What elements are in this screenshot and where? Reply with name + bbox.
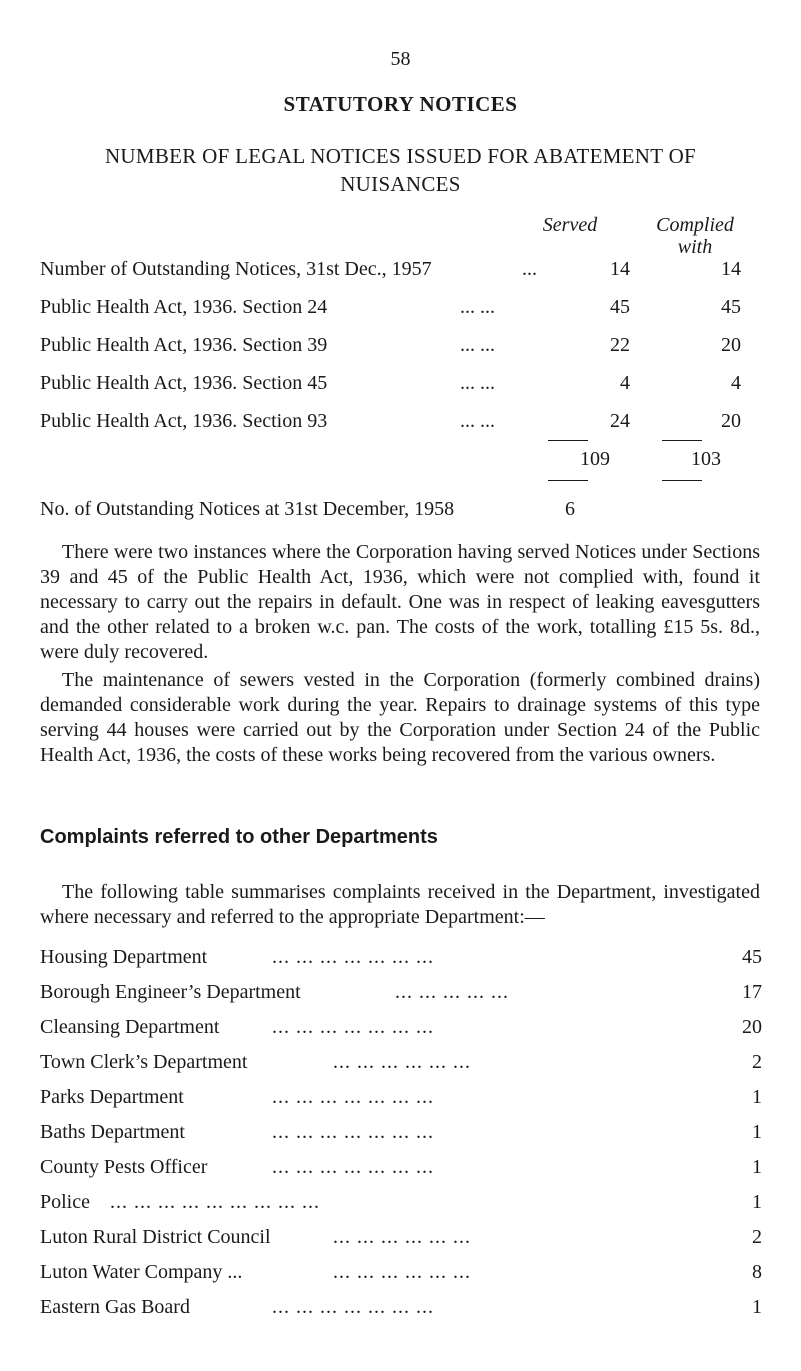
notice-row-label: Number of Outstanding Notices, 31st Dec., 1957	[40, 258, 432, 280]
notice-row-served: 4	[620, 372, 630, 394]
department-name: Borough Engineer’s Department	[40, 981, 301, 1003]
column-header-complied	[635, 214, 755, 258]
department-row	[40, 1261, 762, 1291]
department-count: 1	[752, 1296, 762, 1318]
department-leader: ... ... ... ... ...	[395, 981, 509, 1003]
department-leader: ... ... ... ... ... ... ...	[272, 946, 434, 968]
department-name: Luton Water Company ...	[40, 1261, 243, 1283]
outstanding-notices-value: 6	[565, 498, 575, 520]
column-header-complied-line-1: Complied	[656, 214, 734, 236]
department-leader: ... ... ... ... ... ...	[333, 1261, 471, 1283]
department-row	[40, 1156, 762, 1186]
paragraph-complaints-summary: The following table summarises complaints received in the Department, investigated where necessary and referred to the appropriate Department:—	[40, 881, 760, 928]
notice-row-complied: 45	[721, 296, 741, 318]
notice-row-leader: ... ...	[460, 296, 495, 318]
notice-row	[40, 258, 770, 286]
notice-row-label: Public Health Act, 1936. Section 93	[40, 410, 328, 432]
subtitle	[0, 142, 801, 198]
department-leader: ... ... ... ... ... ... ...	[272, 1121, 434, 1143]
department-row	[40, 1121, 762, 1151]
department-leader: ... ... ... ... ... ... ...	[272, 1016, 434, 1038]
department-count: 45	[742, 946, 762, 968]
subtotal-rule-complied	[662, 440, 702, 441]
department-count: 1	[752, 1121, 762, 1143]
notice-row-served: 22	[610, 334, 630, 356]
total-served: 109	[580, 448, 610, 470]
page-number: 58	[390, 48, 411, 70]
notice-row-complied: 20	[721, 410, 741, 432]
paragraph-sewer-maintenance: The maintenance of sewers vested in the Corporation (formerly combined drains) demanded considerable work during the year. Repairs to drainage systems of this type serving 44 houses were carried out by the Corporation under Section 24 of the Public Health Act, 1936, the costs of these works being recovered from the various owners.	[40, 669, 760, 766]
notice-row-served: 14	[610, 258, 630, 280]
notice-row-leader: ... ...	[460, 372, 495, 394]
department-count: 1	[752, 1156, 762, 1178]
department-leader: ... ... ... ... ... ... ... ... ...	[110, 1191, 320, 1213]
department-count: 8	[752, 1261, 762, 1283]
department-name: Eastern Gas Board	[40, 1296, 190, 1318]
page-title: STATUTORY NOTICES	[283, 92, 518, 116]
column-header-served: Served	[542, 214, 598, 236]
paragraph-repairs-in-default: There were two instances where the Corporation having served Notices under Sections 39 and 45 of the Public Health Act, 1936, which were not complied with, found it necessary to carry out the repairs in default. One was in respect of leaking eavesgutters and the other related to a broken w.c. pan. The costs of the work, totalling £15 5s. 8d., were duly recovered.	[40, 541, 760, 663]
department-leader: ... ... ... ... ... ... ...	[272, 1086, 434, 1108]
department-row	[40, 946, 762, 976]
total-rule-complied	[662, 480, 702, 481]
department-name: Luton Rural District Council	[40, 1226, 271, 1248]
total-complied: 103	[691, 448, 721, 470]
department-name: County Pests Officer	[40, 1156, 208, 1178]
outstanding-notices-label: No. of Outstanding Notices at 31st December, 1958	[40, 498, 455, 520]
notice-row-served: 45	[610, 296, 630, 318]
department-count: 20	[742, 1016, 762, 1038]
notice-row	[40, 296, 770, 324]
notice-row	[40, 334, 770, 362]
department-row	[40, 1191, 762, 1221]
notice-row-leader: ... ...	[460, 334, 495, 356]
subtotal-rule-served	[548, 440, 588, 441]
department-name: Town Clerk’s Department	[40, 1051, 248, 1073]
subtitle-line-2: NUISANCES	[340, 172, 461, 196]
department-leader: ... ... ... ... ... ... ...	[272, 1296, 434, 1318]
notice-row-complied: 4	[731, 372, 741, 394]
notice-row	[40, 410, 770, 438]
department-count: 2	[752, 1051, 762, 1073]
total-rule-served	[548, 480, 588, 481]
department-name: Housing Department	[40, 946, 208, 968]
department-name: Baths Department	[40, 1121, 185, 1143]
section-heading: Complaints referred to other Departments	[40, 826, 438, 848]
department-name: Police	[40, 1191, 90, 1213]
department-count: 1	[752, 1086, 762, 1108]
notice-row-label: Public Health Act, 1936. Section 24	[40, 296, 328, 318]
department-name: Cleansing Department	[40, 1016, 220, 1038]
notice-row-label: Public Health Act, 1936. Section 39	[40, 334, 328, 356]
column-header-complied-line-2: with	[677, 236, 713, 258]
notice-row-label: Public Health Act, 1936. Section 45	[40, 372, 328, 394]
department-row	[40, 1051, 762, 1081]
department-row	[40, 1086, 762, 1116]
notice-row-leader: ...	[522, 258, 537, 280]
department-count: 17	[742, 981, 762, 1003]
department-row	[40, 981, 762, 1011]
subtitle-line-1: NUMBER OF LEGAL NOTICES ISSUED FOR ABATEMENT OF	[104, 144, 697, 168]
notice-row-leader: ... ...	[460, 410, 495, 432]
notice-row	[40, 372, 770, 400]
department-row	[40, 1226, 762, 1256]
department-count: 1	[752, 1191, 762, 1213]
department-leader: ... ... ... ... ... ...	[333, 1226, 471, 1248]
department-name: Parks Department	[40, 1086, 184, 1108]
department-leader: ... ... ... ... ... ... ...	[272, 1156, 434, 1178]
department-row	[40, 1016, 762, 1046]
department-leader: ... ... ... ... ... ...	[333, 1051, 471, 1073]
notice-row-complied: 14	[721, 258, 741, 280]
notice-row-complied: 20	[721, 334, 741, 356]
notice-row-served: 24	[610, 410, 630, 432]
department-row	[40, 1296, 762, 1326]
department-count: 2	[752, 1226, 762, 1248]
